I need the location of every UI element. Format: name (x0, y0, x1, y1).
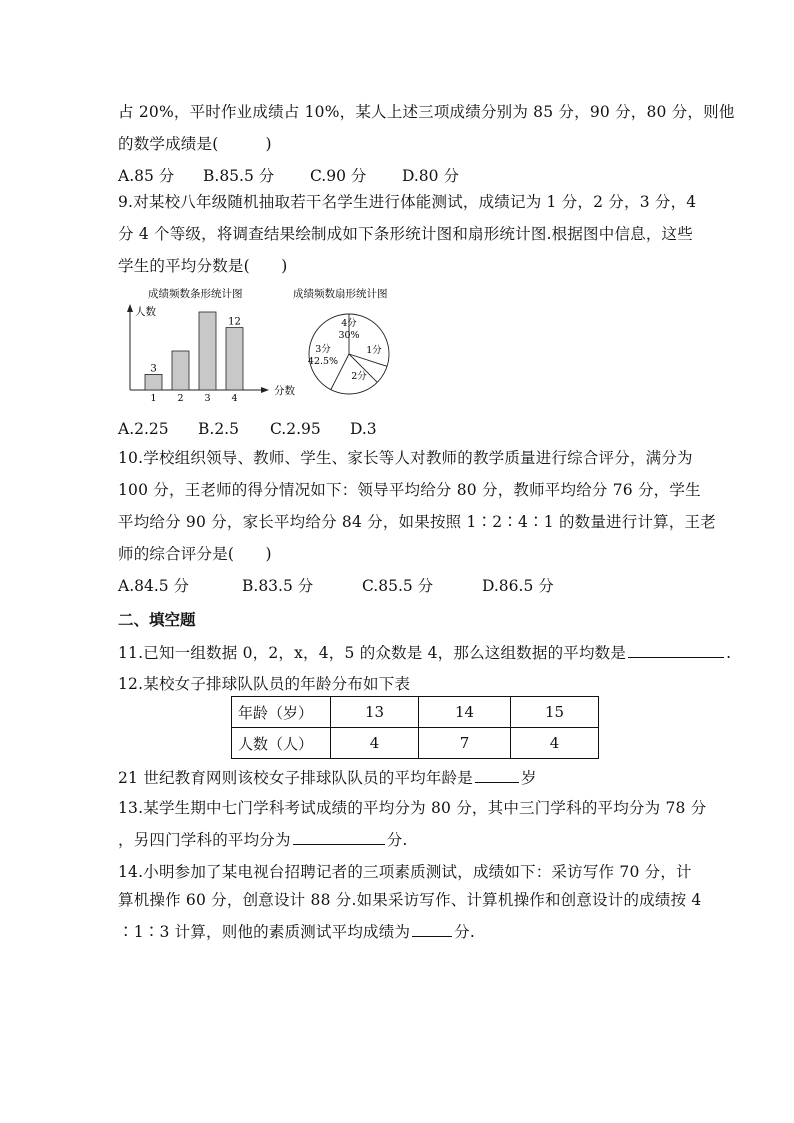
pie-slice-label: 3分 (315, 344, 331, 355)
table-cell: 14 (419, 697, 511, 728)
q13-text-line1: 13.某学生期中七门学科考试成绩的平均分为 80 分，其中三门学科的平均分为 78 分 (118, 799, 707, 817)
bar-tick-label: 1 (150, 393, 157, 402)
q13-prompt: ，另四门学科的平均分为 (118, 831, 291, 849)
pie-slice-label: 4分 (341, 318, 357, 329)
q10-option-b: B.83.5 分 (242, 577, 314, 595)
q14-prompt: ∶1∶3 计算，则他的素质测试平均成绩为 (118, 923, 411, 941)
q10-text-line4: 师的综合评分是( ) (118, 545, 272, 563)
q14-text-line3 (118, 920, 475, 942)
q9-charts (120, 282, 420, 402)
q9-option-c: C.2.95 (270, 420, 321, 438)
q8-text-line2: 的数学成绩是( ) (118, 135, 272, 153)
q10-option-d: D.86.5 分 (482, 577, 554, 595)
q10-text-line3: 平均给分 90 分，家长平均给分 84 分，如果按照 1∶2∶4∶1 的数量进行计算，王老 (118, 513, 716, 531)
bar-2 (172, 351, 189, 390)
q11-period: . (726, 644, 732, 662)
q8-option-c: C.90 分 (310, 167, 367, 185)
q10-option-a: A.84.5 分 (118, 577, 190, 595)
pie-slice-label: 2分 (351, 371, 367, 382)
q10-text-line2: 100 分，王老师的得分情况如下：领导平均给分 80 分，教师平均给分 76 分，学生 (118, 481, 701, 499)
bar-tick-label: 4 (231, 393, 238, 402)
q8-option-b: B.85.5 分 (203, 167, 275, 185)
table-row (232, 697, 599, 728)
bar-series (145, 312, 243, 402)
q9-option-b: B.2.5 (198, 420, 239, 438)
q8-option-d: D.80 分 (402, 167, 459, 185)
bar-tick-label: 3 (204, 393, 211, 402)
pie-slice-value-label: 42.5% (307, 356, 339, 367)
bar-4 (226, 328, 243, 390)
bar-chart-title: 成绩频数条形统计图 (148, 288, 243, 300)
table-cell: 13 (331, 697, 419, 728)
q14-text-line1: 14.小明参加了某电视台招聘记者的三项素质测试，成绩如下：采访写作 70 分，计 (118, 863, 692, 881)
bar-y-arrow (127, 304, 133, 312)
q14-text-line2: 算机操作 60 分，创意设计 88 分.如果采访写作、计算机操作和创意设计的成绩按 4 (118, 891, 702, 909)
q8-option-a: A.85 分 (118, 167, 175, 185)
q11-prompt: 11.已知一组数据 0，2，x，4，5 的众数是 4，那么这组数据的平均数是 (118, 644, 627, 662)
q9-option-d: D.3 (350, 420, 377, 438)
q13-text-line2 (118, 828, 408, 850)
table-header-count: 人数（人） (232, 728, 331, 759)
q14-unit: 分. (454, 923, 475, 941)
pie-series (308, 314, 389, 394)
bar-1 (145, 374, 162, 390)
pie-slice-value-label: 30% (338, 330, 360, 341)
q11-text (118, 641, 731, 663)
age-table (231, 696, 599, 759)
bar-y-label: 人数 (135, 306, 156, 318)
q9-text-line3: 学生的平均分数是( ) (118, 257, 288, 275)
pie-chart-title: 成绩频数扇形统计图 (293, 288, 388, 300)
q12-prompt: 21 世纪教育网则该校女子排球队队员的平均年龄是 (118, 769, 473, 787)
pie-slice-label: 1分 (366, 345, 382, 356)
bar-data-label: 3 (150, 363, 157, 375)
q12-answer-blank[interactable] (475, 768, 519, 783)
q13-unit: 分. (386, 831, 408, 849)
table-cell: 15 (511, 697, 599, 728)
q9-option-a: A.2.25 (118, 420, 169, 438)
q9-text-line2: 分 4 个等级，将调查结果绘制成如下条形统计图和扇形统计图.根据图中信息，这些 (118, 225, 693, 243)
q12-unit: 岁 (520, 769, 537, 787)
q10-option-c: C.85.5 分 (362, 577, 434, 595)
table-cell: 4 (511, 728, 599, 759)
bar-tick-label: 2 (177, 393, 184, 402)
q13-answer-blank[interactable] (293, 830, 385, 845)
bar-x-arrow (261, 387, 269, 393)
table-cell: 4 (331, 728, 419, 759)
table-header-age: 年龄（岁） (232, 697, 331, 728)
bar-x-label: 分数 (274, 385, 295, 397)
bar-data-label: 12 (228, 316, 241, 328)
q14-answer-blank[interactable] (412, 922, 452, 937)
bar-3 (199, 312, 216, 390)
table-row (232, 728, 599, 759)
table-cell: 7 (419, 728, 511, 759)
q12-text: 12.某校女子排球队队员的年龄分布如下表 (118, 675, 411, 693)
q10-text-line1: 10.学校组织领导、教师、学生、家长等人对教师的教学质量进行综合评分，满分为 (118, 449, 693, 467)
q12-followup (118, 766, 537, 788)
q11-answer-blank[interactable] (628, 643, 724, 658)
section-heading: 二、填空题 (118, 610, 196, 629)
q9-text-line1: 9.对某校八年级随机抽取若干名学生进行体能测试，成绩记为 1 分，2 分，3 分，4 (118, 193, 697, 211)
q8-text-line1: 占 20%，平时作业成绩占 10%，某人上述三项成绩分别为 85 分，90 分，80 分，则他 (118, 103, 735, 121)
